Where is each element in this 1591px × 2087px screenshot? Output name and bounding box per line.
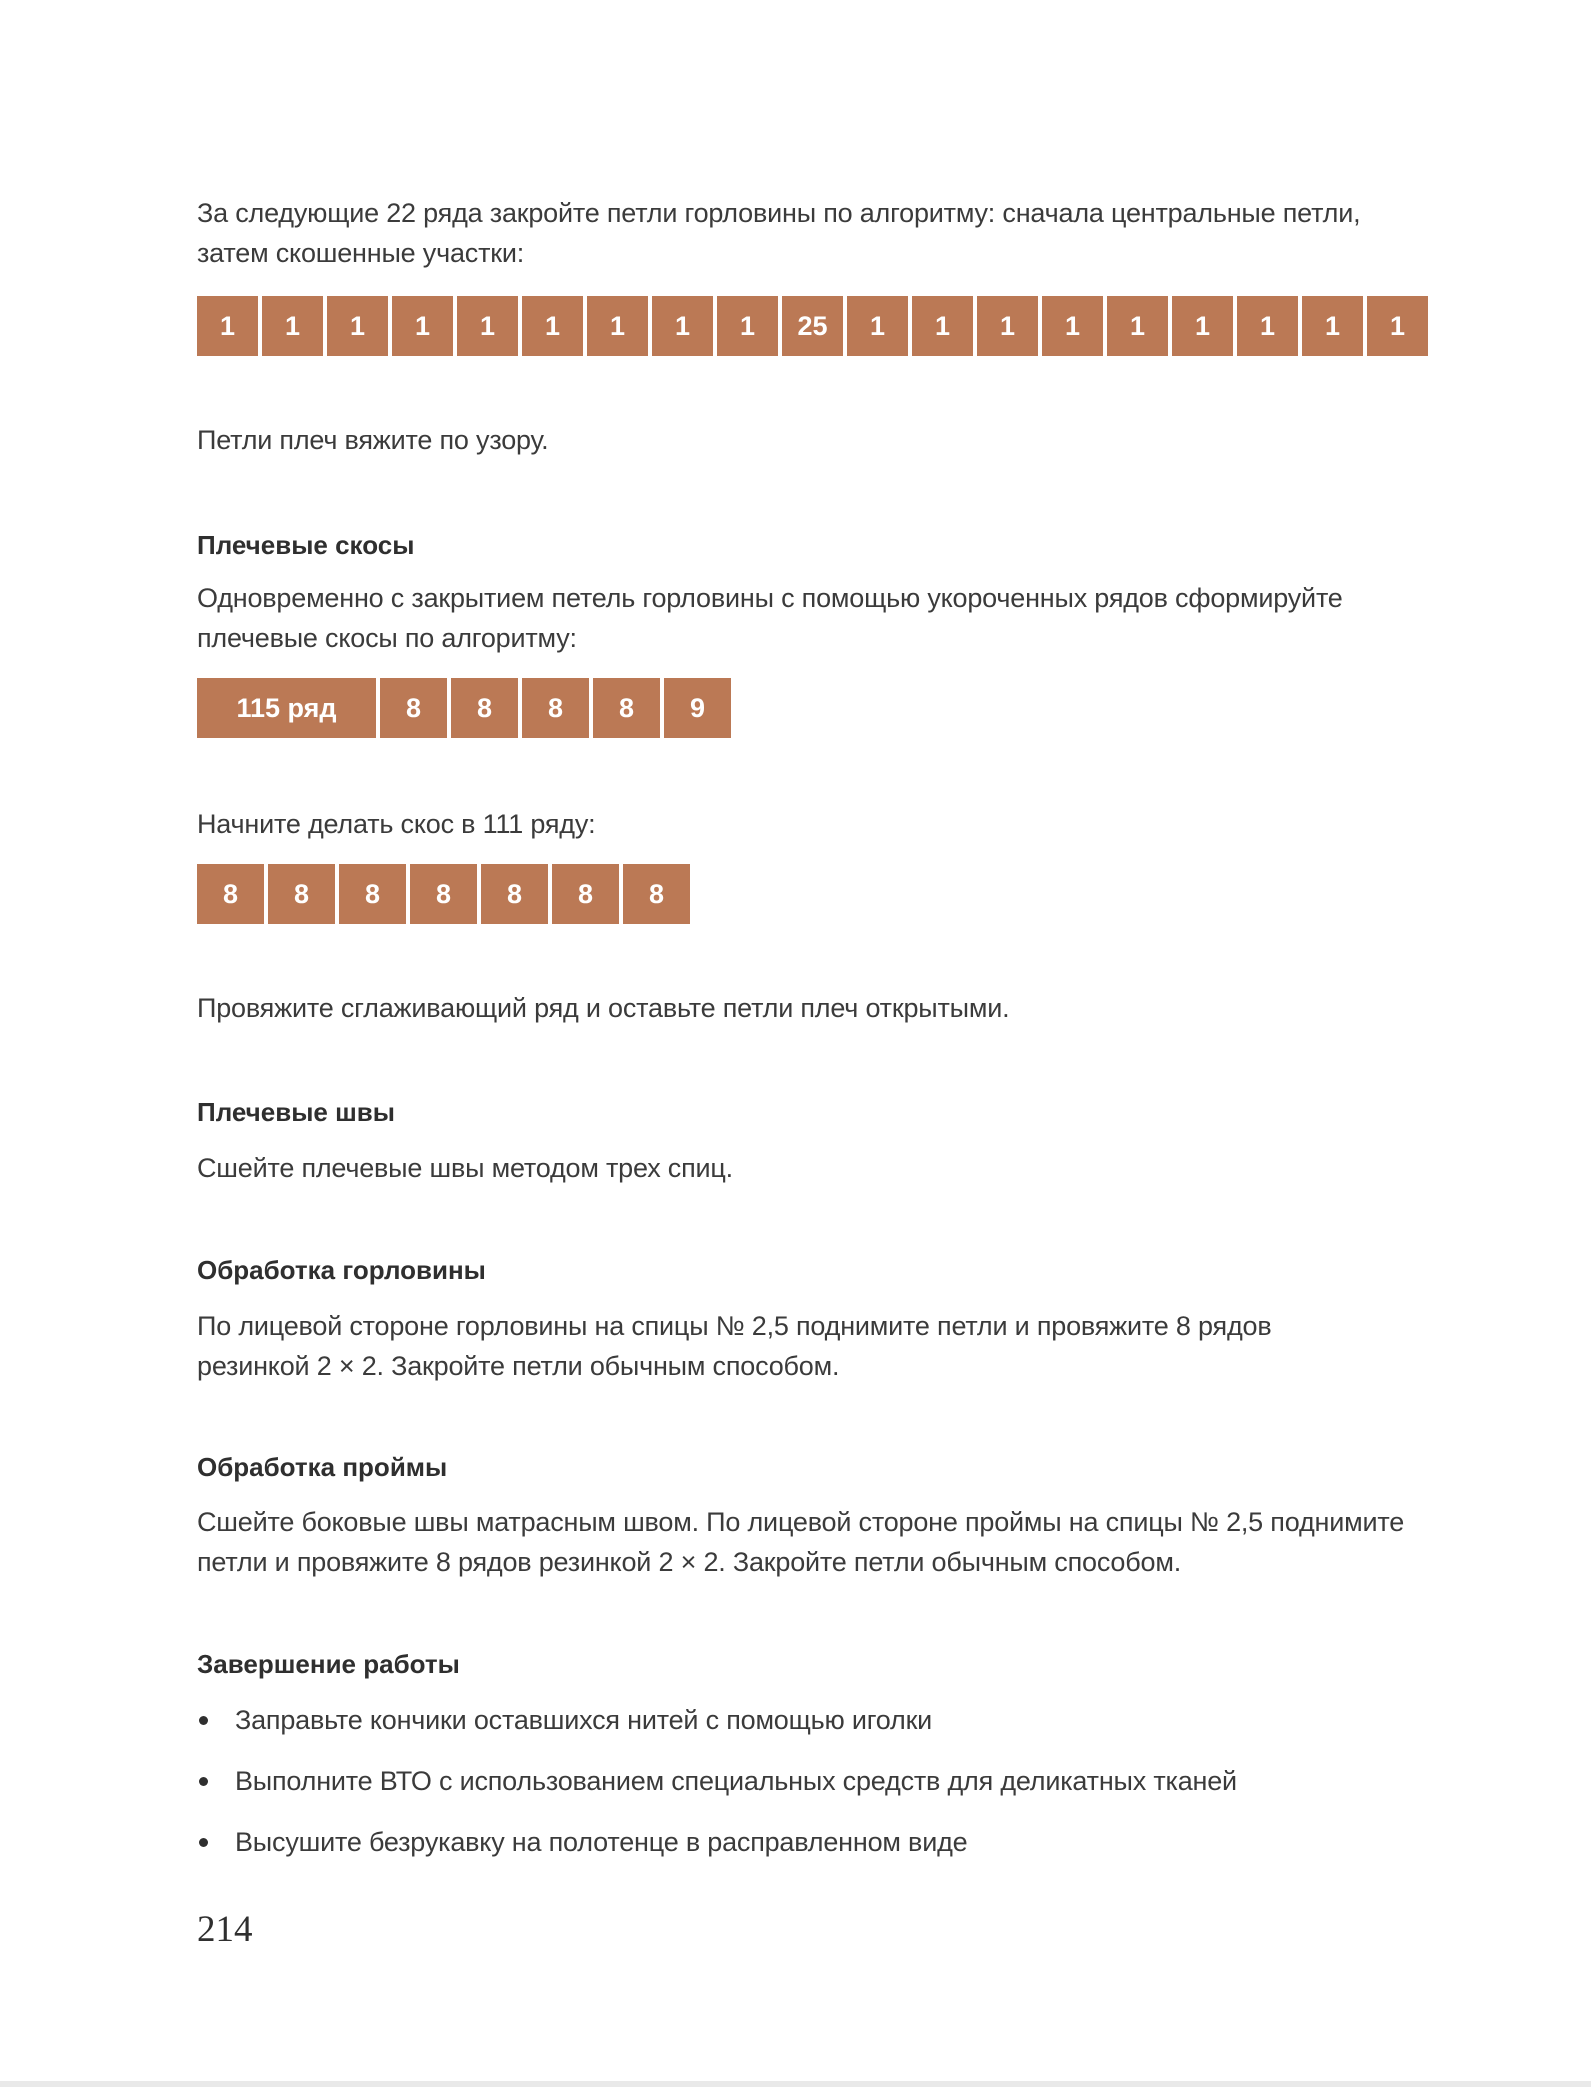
list-item: Выполните ВТО с использованием специальных средств для деликатных тканей [197, 1761, 1237, 1801]
row-cell: 8 [410, 864, 477, 924]
row-cell: 1 [392, 296, 453, 356]
row-cell: 8 [552, 864, 619, 924]
heading-armhole: Обработка проймы [197, 1452, 448, 1482]
smoothing-text: Провяжите сглаживающий ряд и оставьте петли плеч открытыми. [197, 993, 1010, 1023]
neck-text: По лицевой стороне горловины на спицы № 2,5 поднимите петли и провяжите 8 рядов резинкой 2 × 2. Закройте петли обычным способом. [197, 1311, 1272, 1381]
shoulders-text: Петли плеч вяжите по узору. [197, 425, 549, 455]
row-cell: 1 [912, 296, 973, 356]
list-item: Заправьте кончики оставшихся нитей с помощью иголки [197, 1700, 1237, 1740]
row-cell: 1 [457, 296, 518, 356]
row-cell: 1 [262, 296, 323, 356]
row-cell: 25 [782, 296, 843, 356]
start-text: Начните делать скос в 111 ряду: [197, 809, 596, 839]
decrease-row-shoulder [197, 678, 731, 738]
row-cell: 8 [380, 678, 447, 738]
row-cell: 8 [268, 864, 335, 924]
row-cell: 1 [1042, 296, 1103, 356]
row-cell: 8 [197, 864, 264, 924]
row-cell: 1 [977, 296, 1038, 356]
row-label-cell: 115 ряд [197, 678, 376, 738]
row-cell: 1 [1172, 296, 1233, 356]
bullet-icon [199, 1777, 208, 1786]
heading-shoulder-seams: Плечевые швы [197, 1097, 395, 1127]
row-cell: 8 [339, 864, 406, 924]
heading-shoulder-slopes: Плечевые скосы [197, 530, 415, 560]
row-cell: 1 [1302, 296, 1363, 356]
bullet-icon [199, 1838, 208, 1847]
armhole-text: Сшейте боковые швы матрасным швом. По лицевой стороне проймы на спицы № 2,5 поднимите петли и провяжите 8 рядов резинкой 2 × 2. Закройте петли обычным способом. [197, 1507, 1405, 1577]
row-cell: 1 [327, 296, 388, 356]
list-item: Высушите безрукавку на полотенце в расправленном виде [197, 1822, 1237, 1862]
bullet-icon [199, 1716, 208, 1725]
decrease-row-neck [197, 296, 1428, 356]
decrease-row-start [197, 864, 690, 924]
row-cell: 8 [593, 678, 660, 738]
row-cell: 1 [197, 296, 258, 356]
shoulder-seams-text: Сшейте плечевые швы методом трех спиц. [197, 1153, 733, 1183]
row-cell: 8 [481, 864, 548, 924]
intro-text: За следующие 22 ряда закройте петли горловины по алгоритму: сначала центральные петли, затем скошенные участки: [197, 198, 1361, 268]
heading-neck: Обработка горловины [197, 1255, 486, 1285]
row-cell: 1 [522, 296, 583, 356]
row-cell: 8 [623, 864, 690, 924]
row-cell: 1 [847, 296, 908, 356]
row-cell: 1 [1237, 296, 1298, 356]
row-cell: 9 [664, 678, 731, 738]
row-cell: 1 [1107, 296, 1168, 356]
finish-list [197, 1700, 1237, 1883]
row-cell: 8 [522, 678, 589, 738]
page-edge [0, 2081, 1591, 2087]
row-cell: 1 [1367, 296, 1428, 356]
row-cell: 8 [451, 678, 518, 738]
page-number: 214 [197, 1909, 253, 1950]
shoulder-slope-text: Одновременно с закрытием петель горловины с помощью укороченных рядов сформируйте плечевые скосы по алгоритму: [197, 583, 1343, 653]
heading-finish: Завершение работы [197, 1649, 460, 1679]
row-cell: 1 [587, 296, 648, 356]
row-cell: 1 [652, 296, 713, 356]
row-cell: 1 [717, 296, 778, 356]
